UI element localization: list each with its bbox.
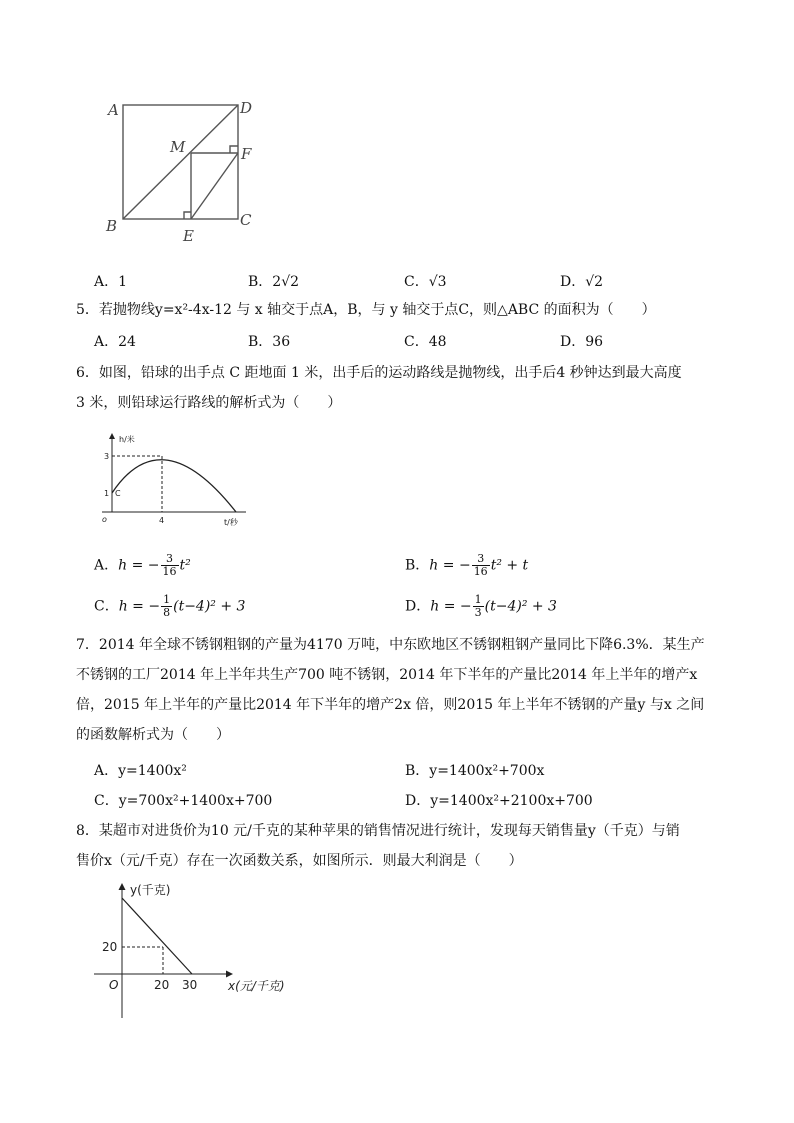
q7-stem-line2: 不锈钢的工厂2014 年上半年共生产700 吨不锈钢，2014 年下半年的产量比2014 年上半年的增产x: [76, 667, 698, 683]
x-axis-label: x(元/千克): [228, 979, 285, 993]
q6-stem-line2: 3 米，则铅球运行路线的解析式为（ ）: [76, 395, 342, 411]
right-angle-mark-f: [230, 146, 238, 153]
vertex-a-label: A: [108, 101, 119, 119]
y-axis-label: y(千克): [130, 883, 171, 897]
q7-stem-line4: 的函数解析式为（ ）: [76, 727, 230, 743]
q6-option-a[interactable]: A．h = − $\frac{3}{16}$ t²: [94, 552, 191, 578]
x-tick-30: 30: [182, 978, 198, 992]
q6-option-c[interactable]: C．h = − $\frac{1}{8}$ (t−4)² + 3: [94, 593, 246, 619]
y-tick-20: 20: [102, 940, 118, 954]
diagonal-bd: [123, 105, 238, 219]
q7-stem-line3: 倍，2015 年上半年的产量比2014 年下半年的增产2x 倍，则2015 年上半年不锈钢的产量y 与x 之间: [76, 697, 705, 713]
q7-option-b[interactable]: B．y=1400x²+700x: [405, 763, 545, 779]
vertex-d-label: D: [240, 99, 253, 117]
q6-stem-line1: 6．如图，铅球的出手点 C 距地面 1 米，出手后的运动路线是抛物线，出手后4 秒钟达到最大高度: [76, 365, 682, 381]
point-e-label: E: [183, 227, 194, 245]
q7-option-c[interactable]: C．y=700x²+1400x+700: [94, 793, 273, 809]
segment-ef: [191, 153, 238, 219]
shot-put-trajectory-graph: [96, 430, 266, 535]
q7-option-a[interactable]: A．y=1400x²: [94, 763, 187, 779]
q7-stem-line1: 7．2014 年全球不锈钢粗钢的产量为4170 万吨，中东欧地区不锈钢粗钢产量同比下降6.3%．某生产: [76, 637, 705, 653]
x-tick-4: 4: [159, 516, 165, 525]
h-axis-label: h/米: [119, 435, 135, 444]
y-tick-1: 1: [104, 489, 110, 498]
point-f-label: F: [241, 145, 252, 163]
demand-line: [122, 898, 192, 974]
q8-stem-line1: 8．某超市对进货价为10 元/千克的某种苹果的销售情况进行统计，发现每天销售量y（千克）与销: [76, 823, 680, 839]
point-c-label: C: [115, 489, 121, 498]
q5-option-d[interactable]: D．96: [560, 334, 604, 350]
square-geometry-figure: [100, 95, 260, 245]
point-m-label: M: [170, 138, 186, 156]
q6-option-d[interactable]: D．h = − $\frac{1}{3}$ (t−4)² + 3: [405, 593, 557, 619]
q5-stem: 5．若抛物线y=x²-4x-12 与 x 轴交于点A，B，与 y 轴交于点C，则△ABC 的面积为（ ）: [76, 302, 656, 318]
sales-linear-function-graph: [86, 876, 316, 1021]
q5-option-a[interactable]: A．24: [94, 334, 136, 350]
q8-stem-line2: 售价x（元/千克）存在一次函数关系，如图所示．则最大利润是（ ）: [76, 853, 523, 869]
origin-label: o: [102, 515, 107, 524]
origin-o-label: O: [109, 978, 119, 992]
q4-option-d[interactable]: D．√2: [560, 274, 604, 290]
vertex-c-label: C: [240, 211, 252, 229]
t-axis-label: t/秒: [224, 518, 238, 527]
q5-option-b[interactable]: B．36: [248, 334, 291, 350]
vertex-b-label: B: [106, 217, 118, 235]
trajectory-curve: [112, 460, 236, 512]
q5-option-c[interactable]: C．48: [404, 334, 447, 350]
right-angle-mark-e: [184, 212, 191, 219]
y-tick-3: 3: [104, 452, 110, 461]
q4-option-c[interactable]: C．√3: [404, 274, 447, 290]
x-tick-20: 20: [154, 978, 170, 992]
q4-option-b[interactable]: B．2√2: [248, 274, 300, 290]
q4-option-a[interactable]: A．1: [94, 274, 128, 290]
q6-option-b[interactable]: B．h = − $\frac{3}{16}$ t² + t: [405, 552, 529, 578]
q7-option-d[interactable]: D．y=1400x²+2100x+700: [405, 793, 593, 809]
